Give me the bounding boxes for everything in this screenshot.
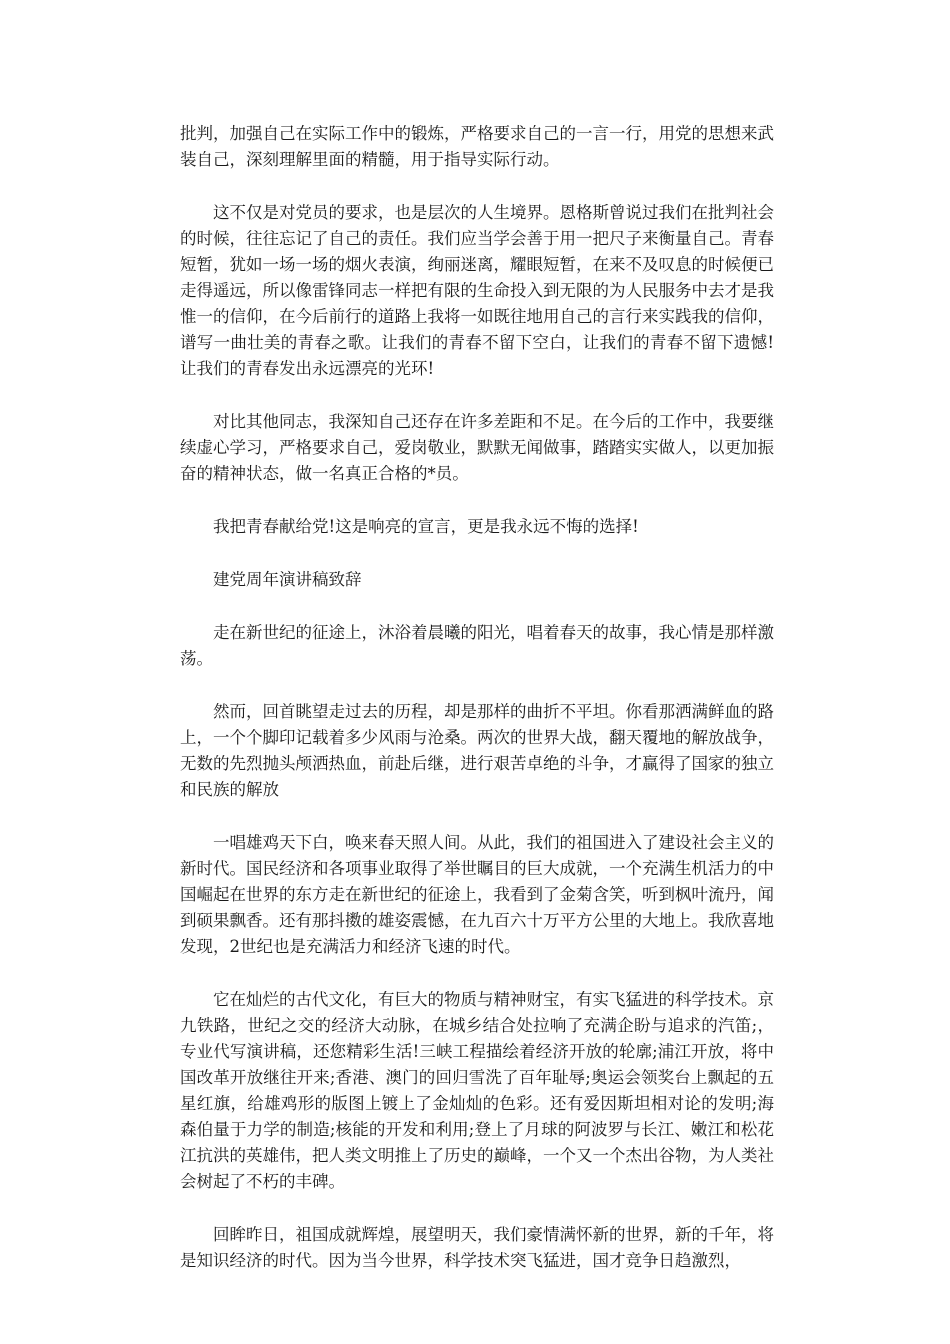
paragraph-4: 我把青春献给党!这是响亮的宣言，更是我永远不悔的选择!: [213, 517, 639, 536]
paragraph-8: 它在灿烂的古代文化，有巨大的物质与精神财宝，有实飞猛进的科学技术。京九铁路，世纪之交的经济大动脉，在城乡结合处拉响了充满企盼与追求的汽笛;，专业代写演讲稿，还您精彩生活!三峡工程描绘着经济开放的轮廓;浦江开放，将中国改革开放继往开来;香港、澳门的回归雪洗了百年耻辱;奥运会领奖台上飘起的五星红旗，给雄鸡形的版图上镀上了金灿灿的色彩。还有爱因斯坦相对论的发明;海森伯量于力学的制造;核能的开发和利用;登上了月球的阿波罗与长江、嫩江和松花江抗洪的英雄伟，把人类文明推上了历史的巅峰，一个又一个杰出谷物，为人类社会树起了不朽的丰碑。: [180, 990, 774, 1191]
paragraph-5: 走在新世纪的征途上，沐浴着晨曦的阳光，唱着春天的故事，我心情是那样激荡。: [180, 623, 774, 668]
paragraph-2: 这不仅是对党员的要求，也是层次的人生境界。恩格斯曾说过我们在批判社会的时候，往往忘记了自己的责任。我们应当学会善于用一把尺子来衡量自己。青春短暂，犹如一场一场的烟火表演，绚丽迷离，耀眼短暂，在来不及叹息的时候便已走得遥远，所以像雷锋同志一样把有限的生命投入到无限的为人民服务中去才是我惟一的信仰，在今后前行的道路上我将一如既往地用自己的言行来实践我的信仰，谱写一曲壮美的青春之歌。让我们的青春不留下空白，让我们的青春不留下遗憾!让我们的青春发出永远漂亮的光环!: [180, 203, 774, 378]
paragraph-7: 一唱雄鸡天下白，唤来春天照人间。从此，我们的祖国进入了建设社会主义的新时代。国民经济和各项事业取得了举世瞩目的巨大成就，一个充满生机活力的中国崛起在世界的东方走在新世纪的征途上，我看到了金菊含笑，听到枫叶流丹，闻到硕果飘香。还有那抖擞的雄姿震憾，在九百六十万平方公里的大地上。我欣喜地发现，2世纪也是充满活力和经济飞速的时代。: [180, 833, 774, 956]
paragraph-6: 然而，回首眺望走过去的历程，却是那样的曲折不平坦。你看那洒满鲜血的路上，一个个脚印记载着多少风雨与沧桑。两次的世界大战，翻天覆地的解放战争，无数的先烈抛头颅洒热血，前赴后继，进行艰苦卓绝的斗争，才赢得了国家的独立和民族的解放: [180, 702, 774, 799]
paragraph-3: 对比其他同志，我深知自己还存在许多差距和不足。在今后的工作中，我要继续虚心学习，严格要求自己，爱岗敬业，默默无闻做事，踏踏实实做人，以更加振奋的精神状态，做一名真正合格的*员。: [180, 412, 774, 483]
paragraph-1: 批判，加强自己在实际工作中的锻炼，严格要求自己的一言一行，用党的思想来武装自己，深刻理解里面的精髓，用于指导实际行动。: [180, 124, 774, 169]
section-title: 建党周年演讲稿致辞: [213, 570, 362, 589]
document-body: [180, 121, 774, 1274]
paragraph-9: 回眸昨日，祖国成就辉煌，展望明天，我们豪情满怀新的世界，新的千年，将是知识经济的时代。因为当今世界，科学技术突飞猛进，国才竞争日趋激烈，: [180, 1225, 774, 1270]
